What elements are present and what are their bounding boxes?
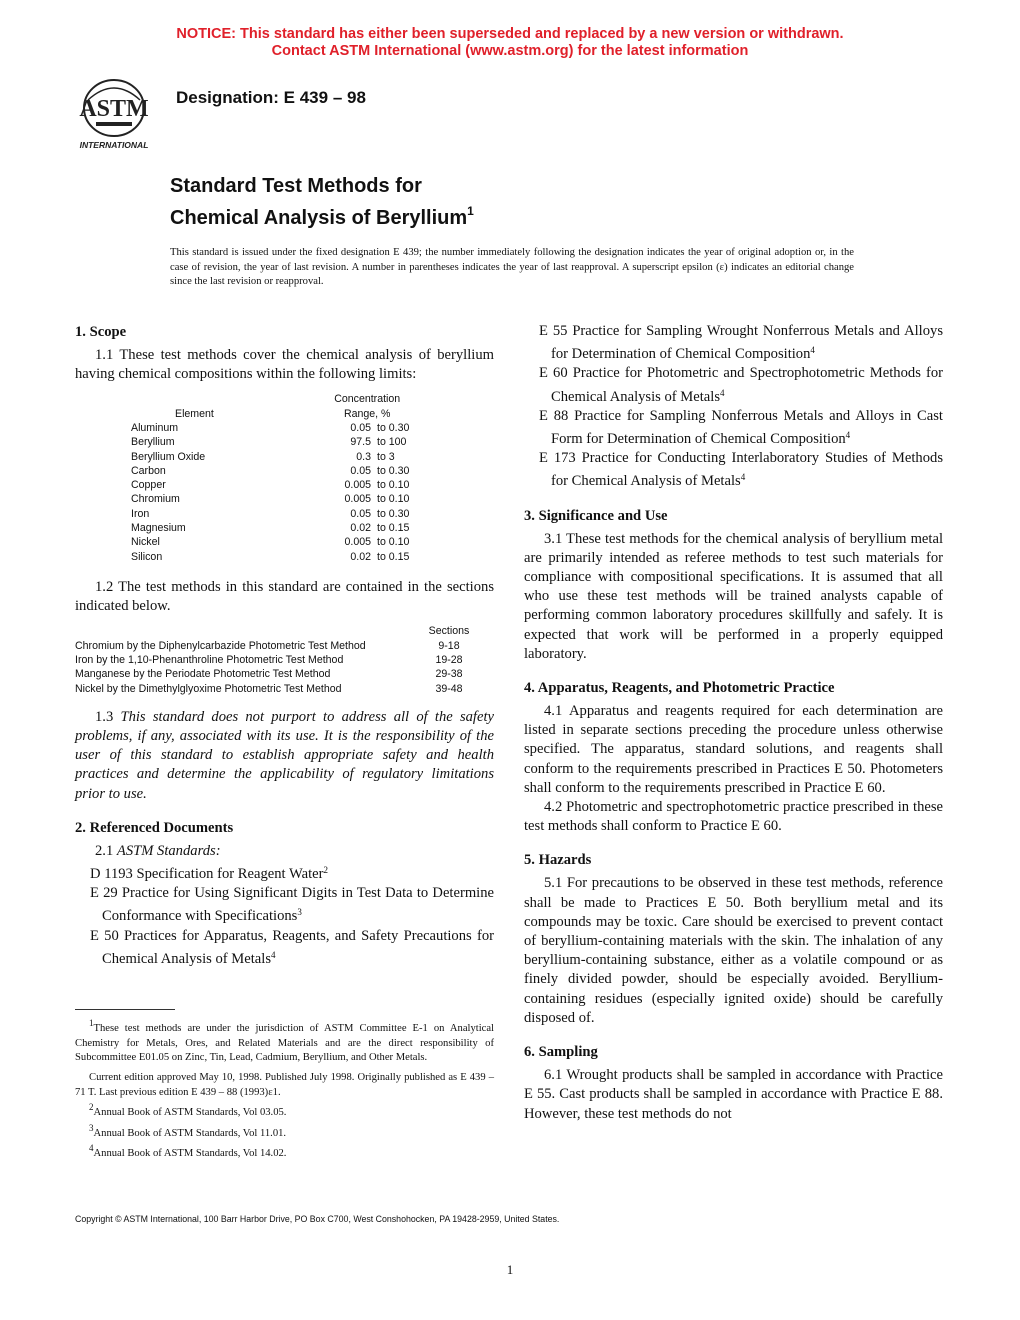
paragraph-4-2: 4.2 Photometric and spectrophotometric practice prescribed in these test methods shall conform to Practice E 60. [524,799,943,835]
title-line-1: Standard Test Methods for [170,175,422,197]
range-low-cell: 0.005 [344,479,371,492]
sections-cell: 39-48 [435,682,463,695]
range-low-cell: 0.05 [350,507,371,520]
range-high-cell: to 0.30 [377,507,410,520]
range-low-cell: 0.02 [350,550,371,563]
table-row [131,507,409,521]
footnote-rule [75,1009,175,1010]
notice-line-1: NOTICE: This standard has either been superseded and replaced by a new version or withdrawn. [176,26,844,42]
reference-item: E 55 Practice for Sampling Wrought Nonferrous Metals and Alloys for Determination of Chemical Composition$^4$ [539,323,943,363]
paragraph-5-1: 5.1 For precautions to be observed in these test methods, reference shall be made to Practices E 50. Both beryllium metal and its compounds may be toxic. Care should be exercised to prevent contact of beryllium-containing materials with the skin. The inhalation of any beryllium-containing substance, either as a volatile compound or as finely divided powder, should be especially avoided. Beryllium-containing residues (especially ignited oxide) should be carefully disposed of. [524,875,943,1026]
footnote: $^1$These test methods are under the jurisdiction of ASTM Committee E-1 on Analytical Chemistry for Metals, Ores, and Related Materials and are the direct responsibility of Subcommittee E01.05 on Zinc, Tin, Lead, Cadmium, Beryllium, and Other Metals. [75,1018,494,1063]
section-heading-scope: 1. Scope [75,324,127,340]
range-low-cell: 0.3 [356,450,371,463]
reference-item: E 29 Practice for Using Significant Digits in Test Data to Determine Conformance with Specifications$^3$ [90,885,494,925]
section-heading-sampling: 6. Sampling [524,1044,598,1061]
reference-item: E 50 Practices for Apparatus, Reagents, and Safety Precautions for Chemical Analysis of Metals$^4$ [90,927,494,967]
table-row [131,478,409,492]
element-cell: Chromium [131,493,180,506]
astm-logo [66,72,162,152]
element-header: Element [175,407,214,420]
footnote: $^3$Annual Book of ASTM Standards, Vol 11.01. [89,1122,287,1139]
table-row [75,639,494,653]
table-row [75,682,494,696]
footnote: Current edition approved May 10, 1998. Published July 1998. Originally published as E 439 – 71 T. Last previous edition E 439 – 88 (1993)ε1. [75,1072,494,1098]
issuance-note: This standard is issued under the fixed designation E 439; the number immediately following the designation indicates the year of original adoption or, in the case of revision, the year of last revision. A number in parentheses indicates the year of last reapproval. A superscript epsilon (ε) indicates an editorial change since the last revision or reapproval. [170,247,854,287]
designation: Designation: E 439 – 98 [176,88,366,107]
table-row [131,464,409,478]
reference-item: E 88 Practice for Sampling Nonferrous Metals and Alloys in Cast Form for Determination of Chemical Composition$^4$ [539,407,943,448]
table-row [131,550,409,564]
paragraph-3-1: 3.1 These test methods for the chemical analysis of beryllium metal are primarily intended as referee methods to test such materials for compliance with compositional specifications. It is assumed that all who use these test methods will be trained analysts capable of performing common laboratory procedures skillfully and safely. It is expected that work will be performed in a properly equipped laboratory. [524,530,943,662]
range-low-cell: 0.02 [350,522,371,535]
range-low-cell: 0.05 [350,422,371,434]
paragraph-6-1: 6.1 Wrought products shall be sampled in accordance with Practice E 55. Cast products shall be sampled in accordance with Practice E 88. However, these test methods do not [524,1067,943,1122]
table-row [131,450,409,464]
element-cell: Beryllium Oxide [131,450,206,463]
range-high-cell: to 0.15 [377,550,410,563]
range-low-cell: 0.05 [350,464,371,477]
range-high-cell: to 0.30 [377,464,410,477]
conc-header-1: Concentration [334,393,401,406]
paragraph-1-3: 1.3 This standard does not purport to address all of the safety problems, if any, associated with its use. It is the responsibility of the user of this standard to establish appropriate safety and health practices and determine the applicability of regulatory limitations prior to use. [75,708,494,802]
table-row [131,535,409,549]
element-cell: Iron [131,507,150,520]
element-cell: Carbon [131,464,166,477]
range-high-cell: to 0.10 [377,479,410,492]
range-high-cell: to 0.15 [377,522,410,535]
left-column [75,322,494,1161]
notice-banner [0,26,1020,60]
conc-header-2: Range, % [343,407,391,420]
page-number: 1 [506,1262,514,1277]
section-heading-apparatus: 4. Apparatus, Reagents, and Photometric Practice [524,680,835,697]
range-high-cell: to 0.30 [377,422,410,434]
sections-cell: 9-18 [438,639,460,652]
title-line-2: Chemical Analysis of Beryllium$^1$ [170,204,474,229]
footnotes [75,1016,494,1161]
section-heading-refdocs: 2. Referenced Documents [75,819,234,836]
table-row [131,435,409,449]
element-cell: Nickel [131,536,160,549]
sections-table [75,624,494,695]
method-cell: Manganese by the Periodate Photometric Test Method [75,668,331,681]
element-cell: Copper [131,479,166,492]
table-row [131,492,409,506]
range-low-cell: 97.5 [350,436,371,449]
subsection-2-1: 2.1 ASTM Standards: [95,842,221,859]
section-heading-hazards: 5. Hazards [524,852,592,869]
sections-cell: 29-38 [435,668,463,681]
method-cell: Chromium by the Diphenylcarbazide Photometric Test Method [75,639,366,652]
range-high-cell: to 3 [377,450,395,463]
svg-text:INTERNATIONAL: INTERNATIONAL [79,140,149,150]
element-cell: Silicon [131,550,163,563]
sections-header: Sections [428,625,470,638]
right-column [524,322,943,1124]
range-high-cell: to 0.10 [377,536,410,549]
range-high-cell: to 0.10 [377,493,410,506]
method-cell: Nickel by the Dimethylglyoxime Photometric Test Method [75,682,342,695]
concentration-table [131,392,409,564]
paragraph-4-1: 4.1 Apparatus and reagents required for each determination are listed in separate sections preceding the procedure unless otherwise specified. The apparatus, standard solutions, and reagents shall conform to the requirements prescribed in Practices E 50. Photometers shall conform to the requirements prescribed in Practice E 60. [524,703,943,796]
paragraph-1-1: 1.1 These test methods cover the chemical analysis of beryllium having chemical compositions within the following limits: [75,347,494,383]
table-row [75,667,494,681]
document-title [170,174,474,231]
notice-line-2: Contact ASTM International (www.astm.org) for the latest information [271,43,749,59]
footnote: $^4$Annual Book of ASTM Standards, Vol 14.02. [89,1142,287,1159]
element-cell: Aluminum [131,422,179,434]
reference-item: D 1193 Specification for Reagent Water$^2$ [90,865,328,883]
table-row [131,421,409,435]
range-low-cell: 0.005 [344,493,371,506]
method-cell: Iron by the 1,10-Phenanthroline Photometric Test Method [75,653,344,666]
element-cell: Beryllium [131,436,175,449]
element-cell: Magnesium [131,522,186,535]
table-row [131,521,409,535]
table-row [75,653,494,667]
range-high-cell: to 100 [377,436,407,449]
footnote: $^2$Annual Book of ASTM Standards, Vol 03.05. [89,1102,287,1119]
section-heading-significance: 3. Significance and Use [524,507,668,524]
copyright: Copyright © ASTM International, 100 Barr Harbor Drive, PO Box C700, West Conshohocken, PA 19428-2959, United States. [75,1214,560,1224]
sections-cell: 19-28 [435,653,463,666]
reference-item: E 60 Practice for Photometric and Spectrophotometric Methods for Chemical Analysis of Metals$^4$ [539,365,943,405]
reference-item: E 173 Practice for Conducting Interlaboratory Studies of Methods for Chemical Analysis of Metals$^4$ [539,450,943,490]
paragraph-1-2: 1.2 The test methods in this standard are contained in the sections indicated below. [75,578,494,615]
svg-text:ASTM: ASTM [79,96,149,122]
range-low-cell: 0.005 [344,536,371,549]
